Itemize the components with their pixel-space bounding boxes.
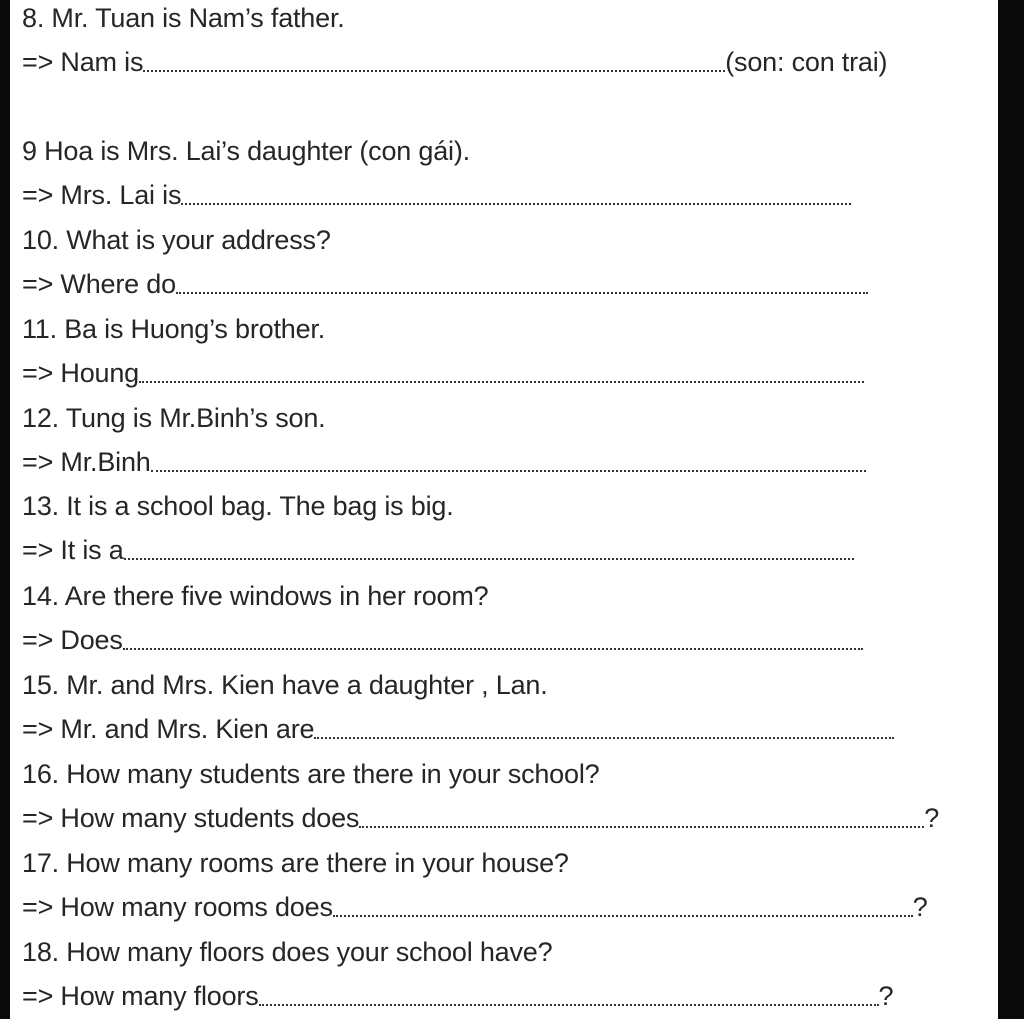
answer-suffix: (son: con trai) [725,47,888,77]
exercise-17-answer [22,891,928,923]
answer-blank[interactable] [124,550,854,560]
answer-prefix: => Mr.Binh [22,447,151,477]
exercise-number: 18. [22,937,67,967]
answer-blank[interactable] [123,640,863,650]
exercise-number: 13. [22,491,67,521]
answer-blank[interactable] [333,907,913,917]
exercise-8-answer [22,46,887,78]
exercise-12-question [22,402,325,434]
exercise-8-question [22,2,345,34]
answer-prefix: => How many floors [22,981,259,1011]
answer-blank[interactable] [139,373,864,383]
exercise-10-question [22,224,331,256]
exercise-number: 8. [22,3,52,33]
exercise-13-question [22,490,454,522]
exercise-17-question [22,847,569,879]
question-text: Ba is Huong’s brother. [64,314,325,344]
answer-suffix: ? [912,892,928,922]
answer-prefix: => Where do [22,269,176,299]
answer-suffix: ? [924,803,940,833]
answer-prefix: => How many rooms does [22,892,333,922]
exercise-9-question [22,135,470,167]
question-text: Mr. and Mrs. Kien have a daughter , Lan. [66,670,548,700]
exercise-15-answer [22,713,894,745]
exercise-12-answer [22,446,866,478]
question-text: How many rooms are there in your house? [66,848,569,878]
question-text: Mr. Tuan is Nam’s father. [51,3,345,33]
exercise-11-question [22,313,325,345]
exercise-16-answer [22,802,939,834]
exercise-15-question [22,669,548,701]
answer-suffix: ? [878,981,894,1011]
answer-prefix: => Mr. and Mrs. Kien are [22,714,315,744]
exercise-number: 17. [22,848,67,878]
exercise-9-answer [22,179,851,211]
question-text: How many floors does your school have? [66,937,553,967]
exercise-number: 11. [22,314,65,344]
answer-prefix: => It is a [22,535,124,565]
question-text: Tung is Mr.Binh’s son. [65,403,326,433]
answer-prefix: => How many students does [22,803,360,833]
exercise-11-answer [22,357,864,389]
answer-blank[interactable] [176,284,868,294]
answer-blank[interactable] [259,996,879,1006]
exercise-18-question [22,936,552,968]
answer-prefix: => Does [22,625,123,655]
exercise-10-answer [22,268,868,300]
exercise-14-answer [22,624,863,656]
exercise-number: 9 [22,136,45,166]
answer-blank[interactable] [359,818,924,828]
answer-prefix: => Mrs. Lai is [22,180,182,210]
exercise-number: 15. [22,670,67,700]
question-text: Are there five windows in her room? [64,581,489,611]
question-text: What is your address? [66,225,331,255]
question-text: It is a school bag. The bag is big. [66,491,454,521]
answer-blank[interactable] [143,62,725,72]
exercise-13-answer [22,534,854,566]
question-text: How many students are there in your school? [66,759,600,789]
exercise-number: 14. [22,581,65,611]
answer-prefix: => Houng [22,358,139,388]
answer-blank[interactable] [151,462,866,472]
exercise-14-question [22,580,488,612]
worksheet-page [10,0,998,1019]
exercise-16-question [22,758,599,790]
answer-blank[interactable] [181,195,851,205]
question-text: Hoa is Mrs. Lai’s daughter (con gái). [44,136,470,166]
exercise-number: 16. [22,759,67,789]
exercise-number: 10. [22,225,67,255]
answer-blank[interactable] [314,729,894,739]
exercise-18-answer [22,980,893,1012]
exercise-number: 12. [22,403,66,433]
answer-prefix: => Nam is [22,47,144,77]
